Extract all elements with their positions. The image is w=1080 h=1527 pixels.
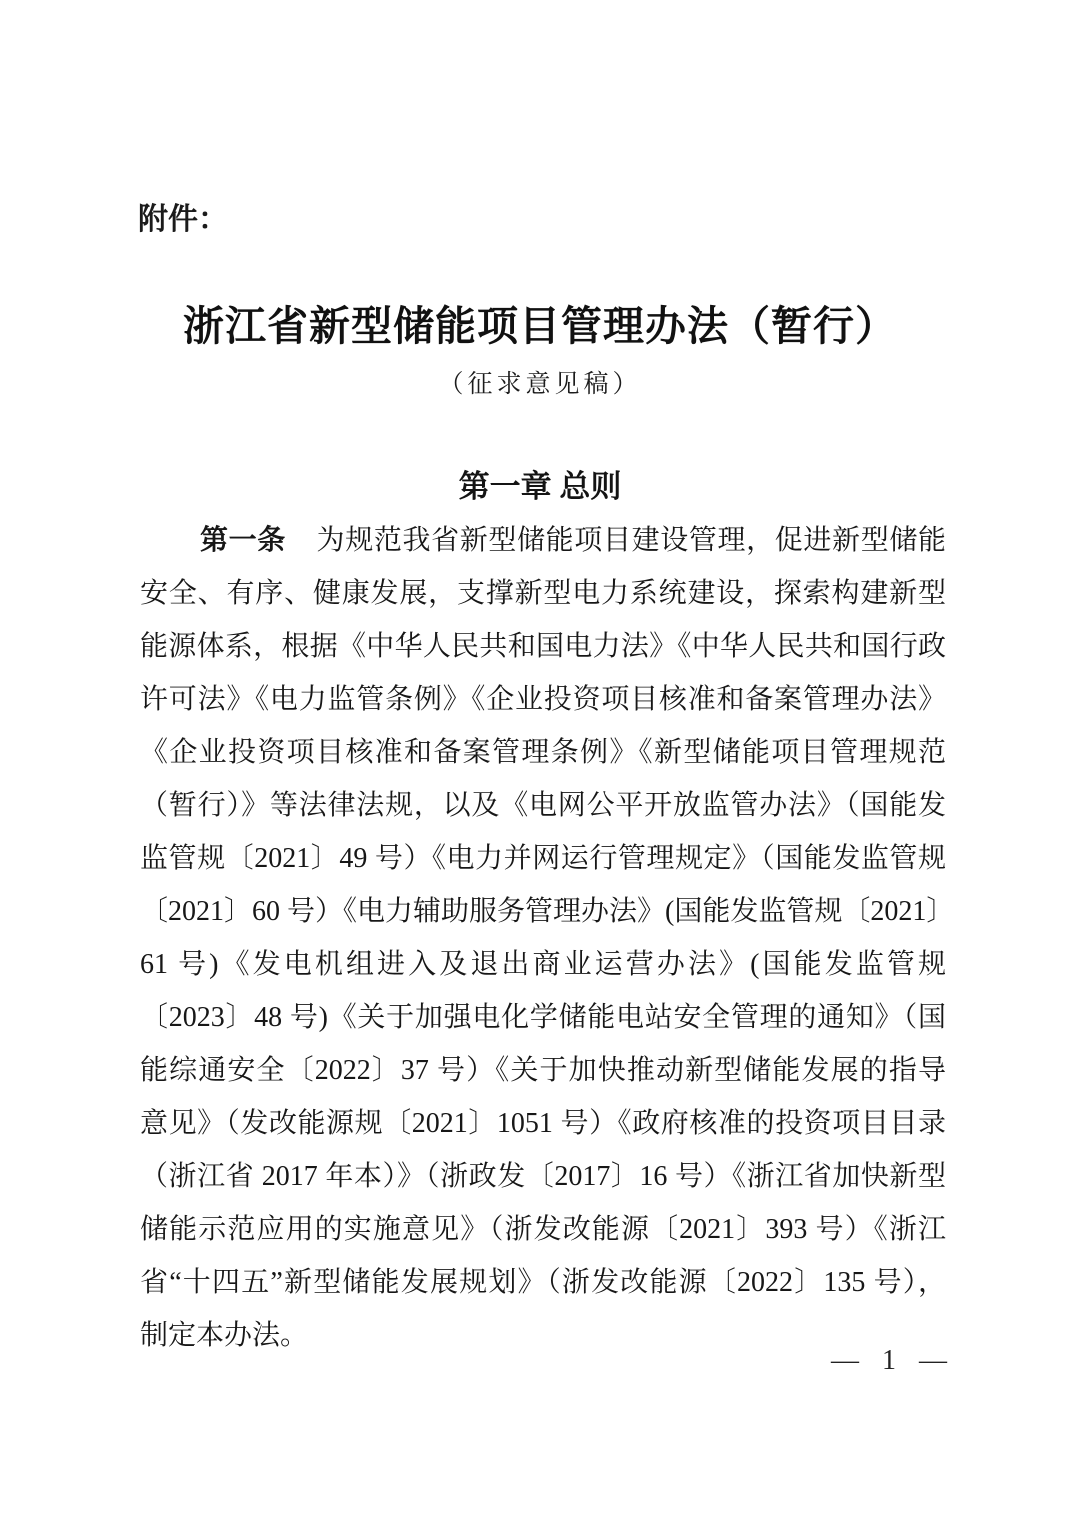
body-line-10: 〔2023〕48 号)《关于加强电化学储能电站安全管理的通知》（国 — [140, 1002, 946, 1033]
body-line-2: 安全、有序、健康发展，支撑新型电力系统建设，探索构建新型 — [140, 578, 946, 609]
body-line-12: 意见》（发改能源规〔2021〕1051 号）《政府核准的投资项目目录 — [140, 1108, 946, 1139]
body-line-9: 61 号)《发电机组进入及退出商业运营办法》(国能发监管规 — [140, 949, 946, 980]
page-number: — 1 — — [831, 1345, 947, 1376]
body-line-14: 储能示范应用的实施意见》（浙发改能源〔2021〕393 号）《浙江 — [140, 1214, 946, 1245]
body-line-8: 〔2021〕60 号）《电力辅助服务管理办法》(国能发监管规〔2021〕 — [140, 896, 955, 927]
body-line-1-text: 为规范我省新型储能项目建设管理，促进新型储能 — [315, 525, 946, 556]
body-line-7: 监管规〔2021〕49 号）《电力并网运行管理规定》（国能发监管规 — [140, 843, 946, 874]
body-line-5: 《企业投资项目核准和备案管理条例》《新型储能项目管理规范 — [140, 737, 946, 768]
body-line-15: 省“十四五”新型储能发展规划》（浙发改能源〔2022〕135 号）， — [140, 1267, 946, 1298]
body-line-11: 能综通安全〔2022〕37 号）《关于加快推动新型储能发展的指导 — [140, 1055, 946, 1086]
article-number: 第一条 — [200, 525, 286, 556]
document-subtitle: （征求意见稿） — [438, 371, 642, 398]
body-line-4: 许可法》《电力监管条例》《企业投资项目核准和备案管理办法》 — [140, 684, 946, 715]
body-line-1 — [140, 514, 946, 567]
chapter-heading: 第一章 总则 — [458, 469, 622, 504]
attachment-label: 附件： — [138, 203, 228, 236]
body-line-3: 能源体系，根据《中华人民共和国电力法》《中华人民共和国行政 — [140, 631, 946, 662]
document-title: 浙江省新型储能项目管理办法（暂行） — [183, 303, 897, 349]
article-body — [140, 514, 955, 1362]
body-line-16: 制定本办法。 — [140, 1320, 309, 1351]
body-line-6: （暂行）》等法律法规，以及《电网公平开放监管办法》（国能发 — [140, 790, 946, 821]
body-line-13: （浙江省 2017 年本）》（浙政发〔2017〕16 号）《浙江省加快新型 — [140, 1161, 946, 1192]
